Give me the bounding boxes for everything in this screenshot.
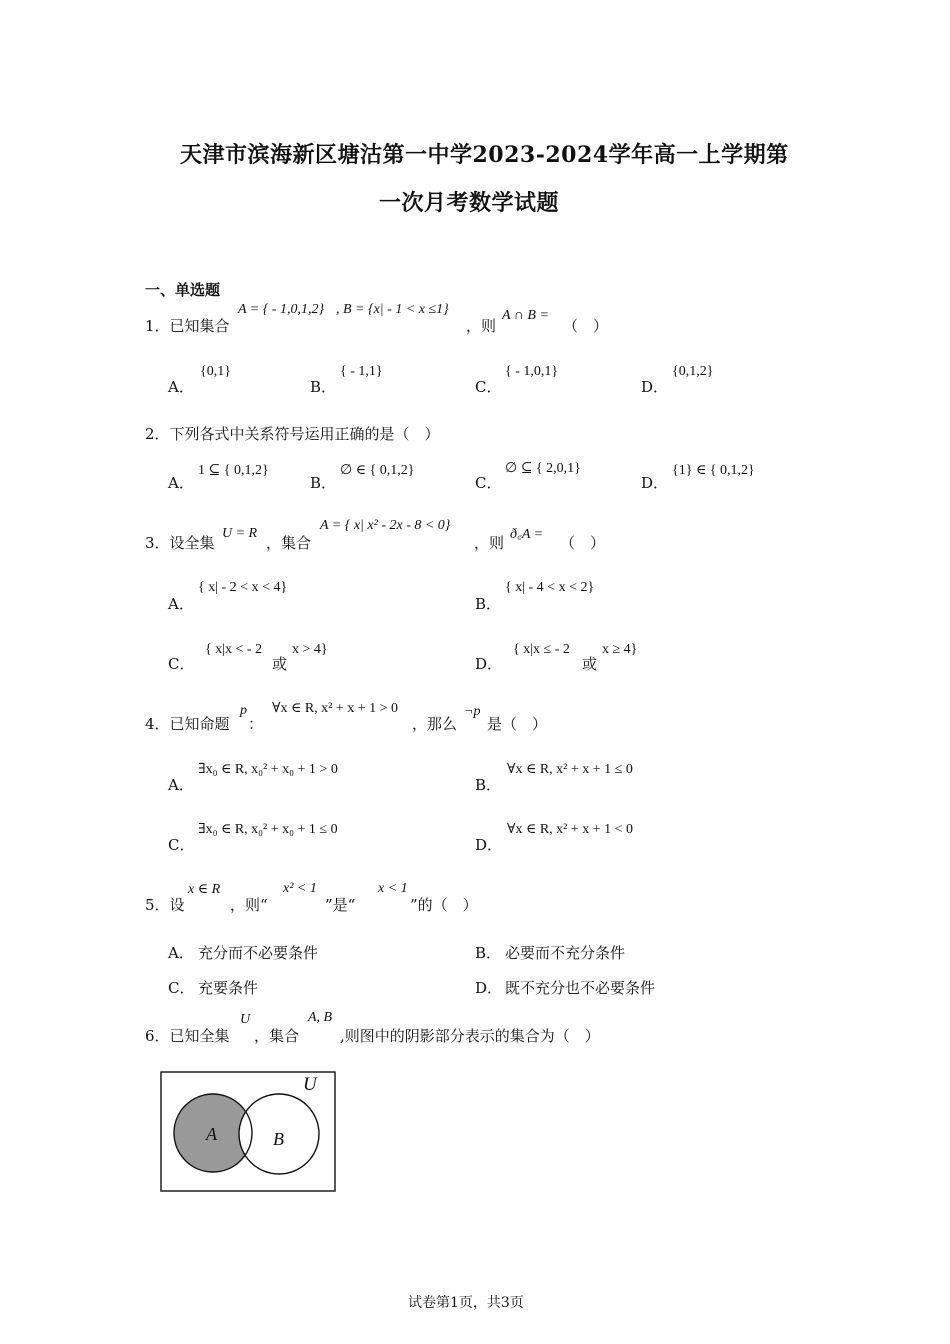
page-footer: 试卷第1页，共3页 — [408, 1295, 524, 1311]
q3-option-d-part1: { x|x ≤ - 2 — [513, 642, 570, 657]
q3-expr: ð꜀A = — [510, 527, 544, 542]
section-heading: 一、单选题 — [145, 281, 221, 299]
q1-option-b-label: B． — [310, 378, 337, 396]
q1-stem-prefix: 1．已知集合 — [145, 317, 230, 335]
q2-option-a-label: A． — [168, 474, 194, 492]
q2-option-d-label: D． — [641, 474, 669, 492]
q5-option-c: 充要条件 — [198, 979, 259, 997]
q3-option-b-label: B． — [475, 595, 502, 613]
q3-option-a: { x| - 2 < x < 4} — [198, 580, 288, 595]
q5-mid1: ，则“ — [230, 896, 268, 914]
q2-stem: 2．下列各式中关系符号运用正确的是（ ） — [145, 425, 440, 443]
q4-option-c: ∃x₀ ∈ R, x₀² + x₀ + 1 ≤ 0 — [198, 822, 338, 837]
q5-option-a-label: A． — [168, 944, 194, 962]
q1-option-b: { - 1,1} — [340, 364, 383, 379]
venn-label-b: B — [273, 1129, 284, 1149]
q5-option-b: 必要而不充分条件 — [505, 944, 626, 962]
q1-option-d-label: D． — [641, 378, 669, 396]
q5-stem-prefix: 5．设 — [145, 896, 185, 914]
q5-option-d: 既不充分也不必要条件 — [505, 979, 656, 997]
q1-option-c-label: C． — [475, 378, 502, 396]
q3-set-a: A = { x| x² - 2x - 8 < 0} — [320, 518, 451, 533]
q1-option-c: { - 1,0,1} — [505, 364, 559, 379]
q3-stem-prefix: 3．设全集 — [145, 534, 215, 552]
venn-label-a: A — [206, 1124, 217, 1144]
q3-option-d-part2: x ≥ 4} — [602, 642, 638, 657]
q4-option-c-label: C． — [168, 836, 195, 854]
q4-option-d: ∀x ∈ R, x² + x + 1 < 0 — [507, 822, 634, 837]
q5-condition: x ∈ R — [188, 882, 221, 897]
q3-mid1: ，集合 — [266, 534, 312, 552]
q2-option-b-label: B． — [310, 474, 337, 492]
q3-option-c-part1: { x|x < - 2 — [205, 642, 263, 657]
q5-expr1: x² < 1 — [283, 881, 317, 896]
q1-option-a-label: A． — [168, 378, 194, 396]
q2-option-c: ∅ ⊆ { 2,0,1} — [505, 461, 581, 476]
q1-set-b: , B = {x| - 1 < x ≤1} — [336, 302, 449, 317]
q6-mid: ，集合 — [254, 1027, 300, 1045]
q4-option-a-label: A． — [168, 776, 194, 794]
q5-mid2: ”是“ — [325, 896, 356, 914]
q4-neg-p: ¬p — [464, 704, 481, 719]
q4-tail: 是（ ） — [487, 715, 548, 733]
q4-option-b-label: B． — [475, 776, 502, 794]
q5-tail: ”的（ ） — [410, 896, 478, 914]
venn-label-u: U — [303, 1074, 317, 1095]
q2-option-d: {1} ∈ { 0,1,2} — [672, 463, 755, 478]
paper-title-line1: 天津市滨海新区塘沽第一中学2023-2024学年高一上学期第 — [180, 142, 789, 168]
q4-option-d-label: D． — [475, 836, 503, 854]
q5-expr2: x < 1 — [378, 881, 408, 896]
q5-option-b-label: B． — [475, 944, 502, 962]
q4-option-b: ∀x ∈ R, x² + x + 1 ≤ 0 — [507, 762, 633, 777]
q1-paren: （ ） — [563, 317, 609, 335]
q4-mid: ，那么 — [412, 715, 458, 733]
q3-option-d-or: 或 — [582, 655, 598, 673]
q4-option-a: ∃x₀ ∈ R, x₀² + x₀ + 1 > 0 — [198, 762, 338, 777]
q6-tail: ,则图中的阴影部分表示的集合为（ ） — [340, 1027, 600, 1045]
q6-stem-prefix: 6．已知全集 — [145, 1027, 230, 1045]
q4-colon: ： — [248, 715, 264, 733]
q4-stem-prefix: 4．已知命题 — [145, 715, 230, 733]
q1-option-d: {0,1,2} — [672, 364, 714, 379]
q3-option-c-or: 或 — [272, 655, 288, 673]
paper-title-line2: 一次月考数学试题 — [379, 190, 560, 216]
q4-p: p — [240, 703, 247, 718]
q5-option-a: 充分而不必要条件 — [198, 944, 319, 962]
q6-sets: A, B — [308, 1010, 333, 1025]
q3-option-c-part2: x > 4} — [292, 642, 328, 657]
q1-mid: ，则 — [466, 317, 497, 335]
venn-diagram — [160, 1070, 340, 1196]
q3-option-c-label: C． — [168, 655, 195, 673]
q3-universal-set: U = R — [222, 526, 258, 541]
q2-option-b: ∅ ∈ { 0,1,2} — [340, 463, 415, 478]
q3-option-d-label: D． — [475, 655, 503, 673]
q3-mid2: ，则 — [474, 534, 505, 552]
q1-option-a: {0,1} — [200, 364, 231, 379]
q5-option-d-label: D． — [475, 979, 503, 997]
q4-proposition: ∀x ∈ R, x² + x + 1 > 0 — [272, 701, 399, 716]
q1-set-a: A = { - 1,0,1,2} — [238, 302, 325, 317]
q2-option-a: 1 ⊆ { 0,1,2} — [198, 463, 269, 478]
q3-paren: （ ） — [560, 534, 606, 552]
q5-option-c-label: C． — [168, 979, 195, 997]
q3-option-b: { x| - 4 < x < 2} — [505, 580, 595, 595]
q3-option-a-label: A． — [168, 595, 194, 613]
q1-expr: A ∩ B = — [502, 308, 549, 323]
q2-option-c-label: C． — [475, 474, 502, 492]
q6-universal-set: U — [240, 1012, 251, 1027]
